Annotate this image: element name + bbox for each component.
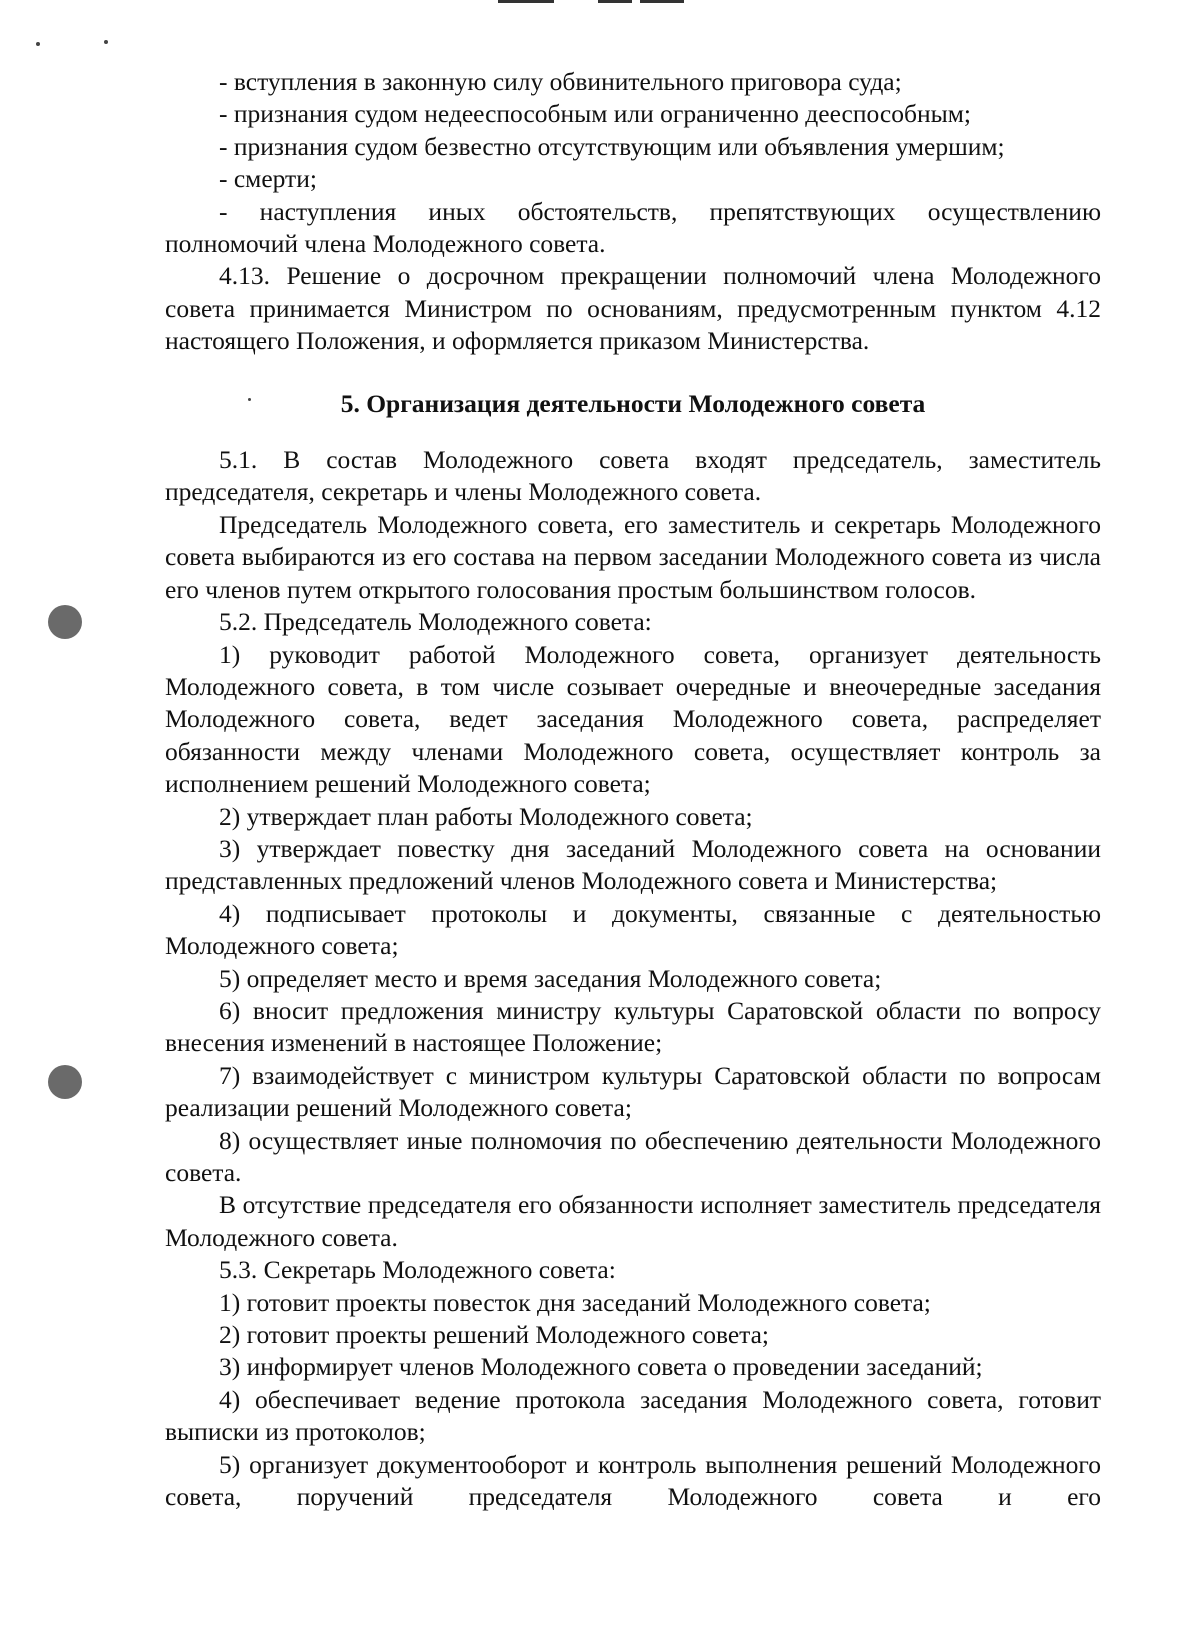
scan-mark (498, 0, 554, 3)
list-item: 5) определяет место и время заседания Молодежного совета; (219, 963, 882, 993)
list-item: - признания судом недееспособным или ограниченно дееспособным; (219, 99, 971, 129)
list-item: 3) информирует членов Молодежного совета о проведении заседаний; (219, 1352, 983, 1382)
paragraph-4-13: 4.13. Решение о досрочном прекращении полномочий члена Молодежного совета принимается Министром по основаниям, предусмотренным пунктом 4.12 настоящего Положения, и оформляется приказом Министерства. (165, 261, 1101, 356)
paragraph-5-2: 5.2. Председатель Молодежного совета: (219, 607, 652, 637)
scan-mark (640, 0, 684, 3)
list-item: 7) взаимодействует с министром культуры Саратовской области по вопросам реализации решений Молодежного совета; (165, 1060, 1101, 1123)
scan-mark (598, 0, 632, 3)
list-item: 3) утверждает повестку дня заседаний Молодежного совета на основании представленных предложений членов Молодежного совета и Министерства; (165, 833, 1101, 896)
list-item: 8) осуществляет иные полномочия по обеспечению деятельности Молодежного совета. (165, 1125, 1101, 1187)
punch-hole (48, 605, 82, 639)
paragraph-5-1-election: Председатель Молодежного совета, его заместитель и секретарь Молодежного совета выбираются из его состава на первом заседании Молодежного совета из числа его членов путем открытого голосования простым большинством голосов. (165, 509, 1101, 604)
paragraph-5-2-absence: В отсутствие председателя его обязанности исполняет заместитель председателя Молодежного совета. (165, 1190, 1101, 1252)
list-item: 1) руководит работой Молодежного совета, организует деятельность Молодежного совета, в том числе созывает очередные и внеочередные заседания Молодежного совета, ведет заседания Молодежного совета, распределяет обязанности между членами Молодежного совета, осуществляет контроль за исполнением решений Молодежного совета; (165, 639, 1101, 799)
section-heading: 5. Организация деятельности Молодежного совета (340, 388, 926, 418)
punch-hole (48, 1065, 82, 1099)
list-item: - смерти; (219, 164, 317, 194)
scan-speck (104, 40, 108, 44)
scan-speck (36, 42, 40, 46)
list-item: - признания судом безвестно отсутствующим или объявления умершим; (219, 131, 1005, 161)
list-item: 5) организует документооборот и контроль выполнения решений Молодежного совета, поручений председателя Молодежного совета и его (165, 1449, 1101, 1512)
list-item: - вступления в законную силу обвинительного приговора суда; (219, 67, 902, 96)
list-item: 4) подписывает протоколы и документы, связанные с деятельностью Молодежного совета; (165, 898, 1101, 961)
list-item: 2) готовит проекты решений Молодежного совета; (219, 1320, 770, 1350)
list-item: 2) утверждает план работы Молодежного совета; (219, 801, 753, 831)
paragraph-5-1: 5.1. В состав Молодежного совета входят председатель, заместитель председателя, секретарь и члены Молодежного совета. (165, 445, 1101, 507)
list-item: - наступления иных обстоятельств, препятствующих осуществлению полномочий члена Молодежного совета. (165, 196, 1101, 259)
list-item: 1) готовит проекты повесток дня заседаний Молодежного совета; (219, 1287, 931, 1317)
document-body (165, 66, 1101, 1513)
list-item: 6) вносит предложения министру культуры Саратовской области по вопросу внесения изменений в настоящее Положение; (165, 995, 1101, 1058)
list-item: 4) обеспечивает ведение протокола заседания Молодежного совета, готовит выписки из протоколов; (165, 1384, 1101, 1447)
paragraph-5-3: 5.3. Секретарь Молодежного совета: (219, 1255, 616, 1285)
